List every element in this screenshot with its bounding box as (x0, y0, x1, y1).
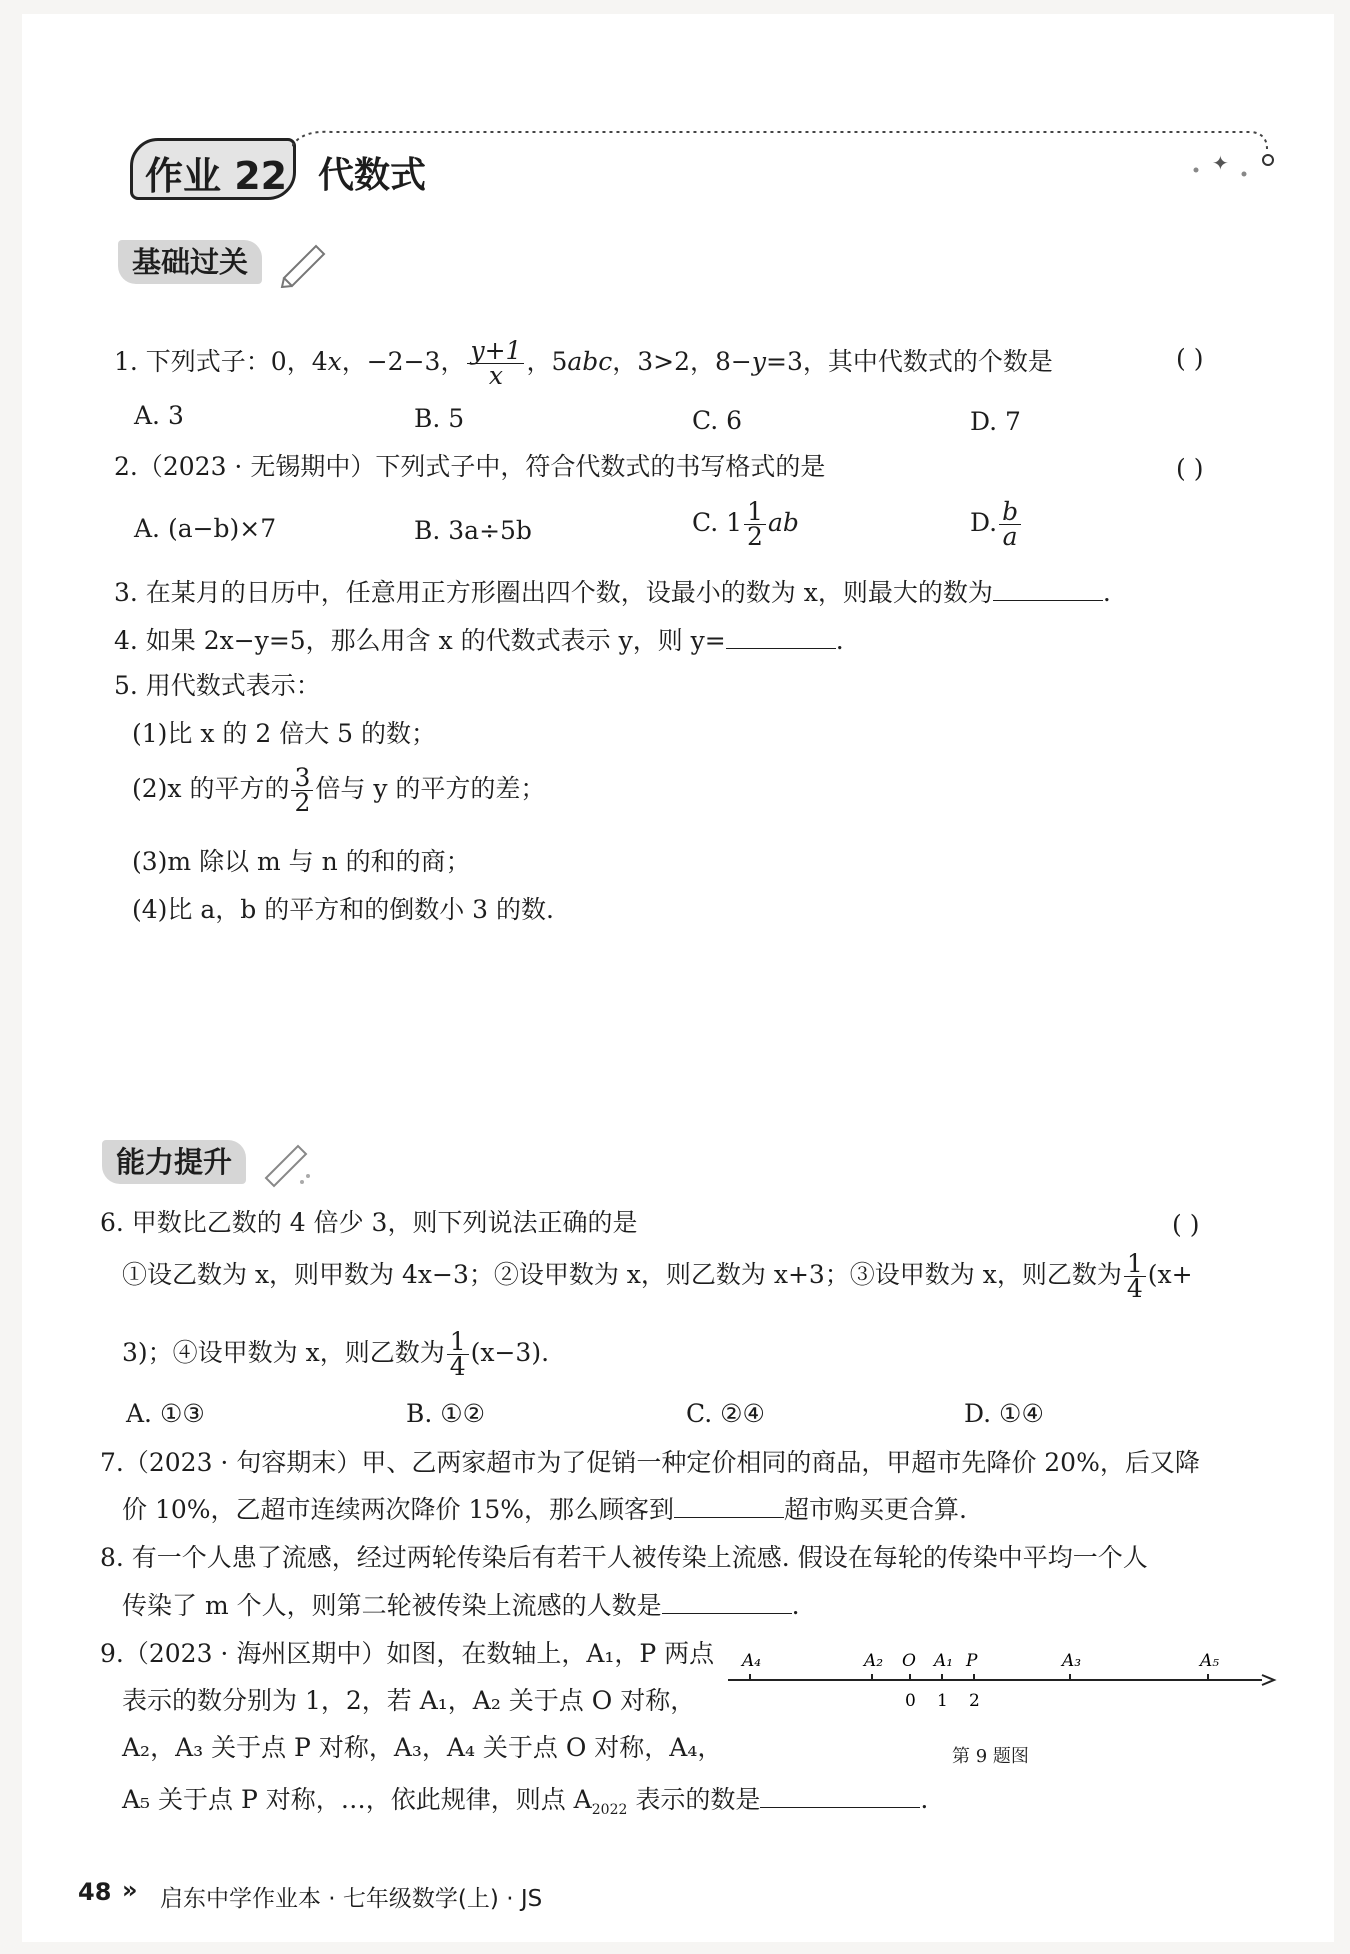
question-8: 8. 有一个人患了流感，经过两轮传染后有若干人被传染上流感. 假设在每轮的传染中平均一个人 (100, 1543, 1148, 1572)
answer-blank (674, 1495, 784, 1518)
question-9: 9.（2023 · 海州区期中）如图，在数轴上，A₁，P 两点 (100, 1639, 715, 1668)
svg-text:✦: ✦ (1212, 151, 1229, 175)
q1-option-d: D. 7 (970, 407, 1021, 436)
answer-bracket-1: ( ) (1176, 344, 1204, 373)
axis-tick-label: 2 (969, 1691, 980, 1711)
double-arrow-icon: » (122, 1876, 138, 1904)
axis-point-label: A₁ (934, 1651, 954, 1671)
section-basic: 基础过关 (118, 240, 262, 284)
axis-point-label: P (966, 1651, 978, 1671)
question-9-line-3: A₂，A₃ 关于点 P 对称，A₃，A₄ 关于点 O 对称，A₄， (122, 1733, 723, 1762)
question-9-line-2: 表示的数分别为 1，2，若 A₁，A₂ 关于点 O 对称， (122, 1686, 696, 1715)
question-6: 6. 甲数比乙数的 4 倍少 3，则下列说法正确的是 (100, 1208, 638, 1237)
figure-caption: 第 9 题图 (952, 1746, 1029, 1767)
number-line-figure (722, 1644, 1282, 1734)
axis-point-label: A₄ (742, 1651, 762, 1671)
q6-option-c: C. ②④ (686, 1399, 765, 1428)
question-3: 3. 在某月的日历中，任意用正方形圈出四个数，设最小的数为 x，则最大的数为 . (114, 578, 1111, 607)
q2-option-a: A. (a−b)×7 (134, 514, 277, 543)
axis-tick-label: 1 (937, 1691, 948, 1711)
q1-option-a: A. 3 (134, 401, 184, 430)
q6-option-a: A. ①③ (126, 1399, 205, 1428)
homework-number: 作业 22 (145, 154, 288, 198)
axis-tick-label: 0 (905, 1691, 916, 1711)
question-7-line-2: 价 10%，乙超市连续两次降价 15%，那么顾客到 超市购买更合算. (122, 1495, 967, 1524)
homework-badge (130, 138, 296, 200)
footer-text: 启东中学作业本 · 七年级数学(上) · JS (160, 1886, 543, 1912)
answer-bracket-6: ( ) (1172, 1210, 1200, 1239)
question-8-line-2: 传染了 m 个人，则第二轮被传染上流感的人数是 . (122, 1591, 800, 1620)
axis-point-label: A₅ (1200, 1651, 1220, 1671)
answer-blank (662, 1591, 792, 1614)
q5-part-1: (1)比 x 的 2 倍大 5 的数； (132, 719, 437, 748)
fraction: $\frac{y+1}{x}$ (467, 339, 524, 388)
question-7: 7.（2023 · 句容期末）甲、乙两家超市为了促销一种定价相同的商品，甲超市先降价 20%，后又降 (100, 1448, 1200, 1477)
header-decoration (292, 124, 1282, 194)
axis-point-label: A₂ (864, 1651, 884, 1671)
q5-part-2: (2)x 的平方的 $\frac{3}{2}$ 倍与 y 的平方的差； (132, 763, 546, 817)
page-title: 代数式 (318, 155, 427, 196)
question-2: 2.（2023 · 无锡期中）下列式子中，符合代数式的书写格式的是 (114, 452, 826, 481)
q2-option-b: B. 3a÷5b (414, 516, 532, 545)
page-number: 48 (78, 1878, 112, 1906)
q1-option-b: B. 5 (414, 404, 465, 433)
answer-blank (993, 578, 1103, 601)
q6-option-b: B. ①② (406, 1399, 486, 1428)
q2-option-d: D. $\frac{b}{a}$ (970, 500, 1023, 549)
q6-statement-line-2: 3)；④设甲数为 x，则乙数为 $\frac{1}{4}$ (x−3). (122, 1327, 550, 1381)
axis-point-label: O (902, 1651, 916, 1671)
section-advanced: 能力提升 (102, 1140, 246, 1184)
answer-blank (760, 1785, 920, 1808)
question-5: 5. 用代数式表示： (114, 671, 321, 700)
q6-statement-line-1: ①设乙数为 x，则甲数为 4x−3；②设甲数为 x，则乙数为 x+3；③设甲数为 x，则乙数为 $\frac{1}{4}$ (x+ (122, 1249, 1193, 1303)
q1-option-c: C. 6 (692, 406, 743, 435)
pencil-icon (262, 1138, 312, 1188)
pencil-icon (280, 238, 330, 288)
question-9-line-4: A₅ 关于点 P 对称，…，依此规律，则点 $A_{2022}$ 表示的数是 . (122, 1785, 929, 1818)
answer-bracket-2: ( ) (1176, 454, 1204, 483)
question-4: 4. 如果 2x−y=5，那么用含 x 的代数式表示 y，则 y= . (114, 626, 844, 655)
axis-point-label: A₃ (1062, 1651, 1082, 1671)
axis-arrow (1262, 1675, 1274, 1685)
q5-part-4: (4)比 a，b 的平方和的倒数小 3 的数. (132, 895, 554, 924)
page (22, 14, 1334, 1942)
q6-option-d: D. ①④ (964, 1399, 1044, 1428)
question-1: 1. 下列式子：0，4x，−2−3， $\frac{y+1}{x}$ ，5abc，3>2，8−y=3，其中代数式的个数是 (114, 336, 1053, 390)
answer-blank (726, 626, 836, 649)
q5-part-3: (3)m 除以 m 与 n 的和的商； (132, 847, 471, 876)
q2-option-c: C. 1 $\frac{1}{2}$ ab (692, 497, 799, 551)
